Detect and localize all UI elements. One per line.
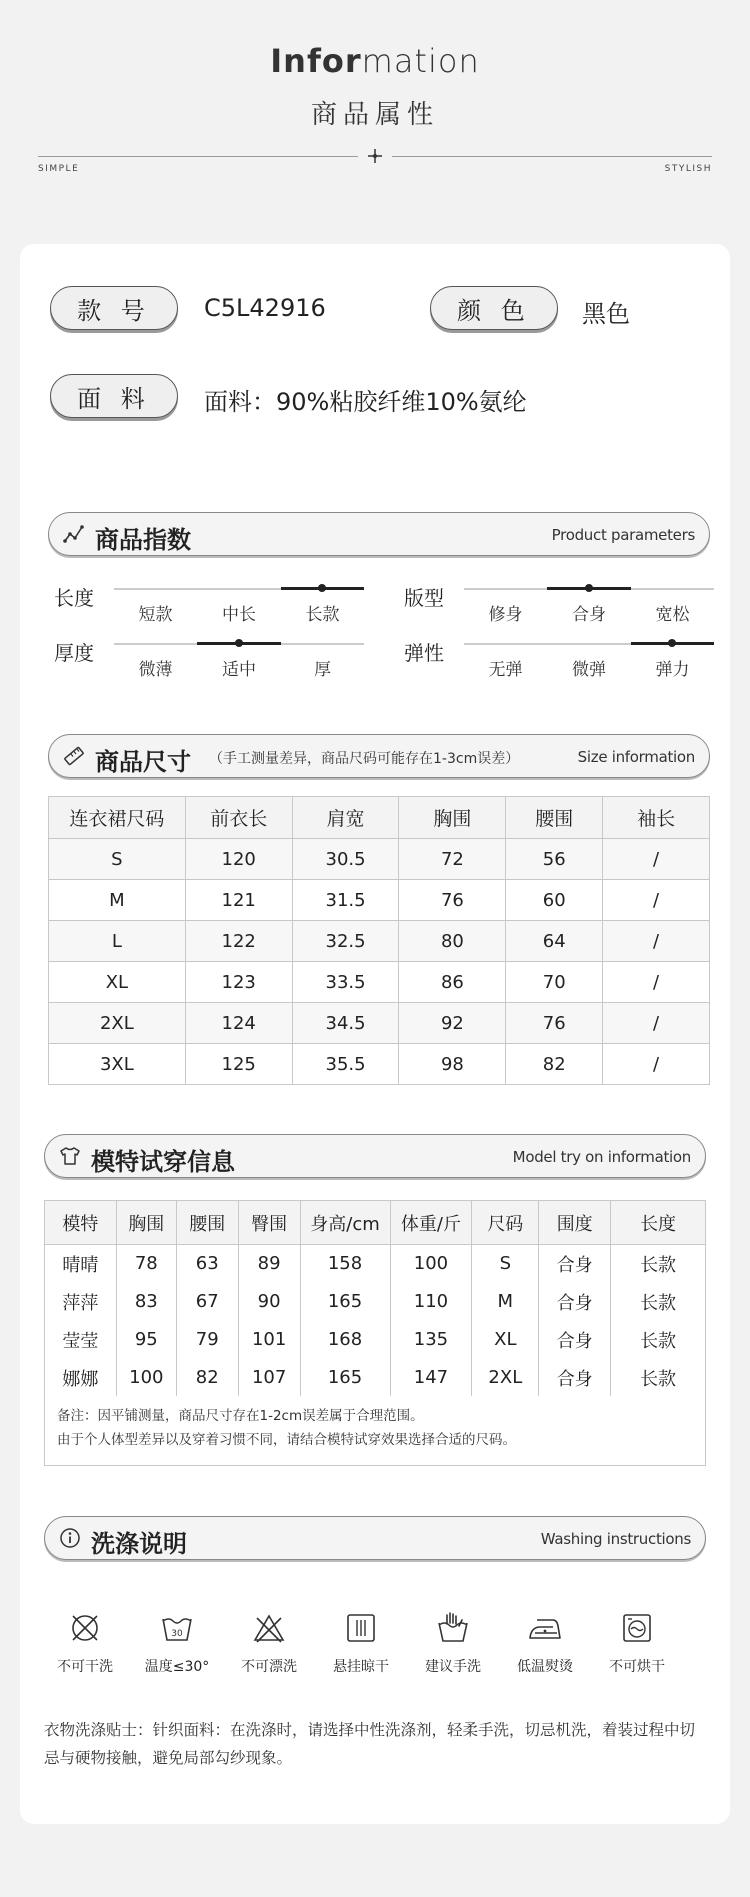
table-cell: 莹莹 (45, 1321, 117, 1359)
table-row (45, 1283, 706, 1321)
scale-option: 弹力 (655, 660, 690, 680)
size-table (48, 796, 710, 1085)
table-cell: 121 (185, 880, 292, 921)
model-section-en: Model try on information (512, 1148, 691, 1166)
model-col-header: 模特 (45, 1201, 117, 1245)
table-cell: 萍萍 (45, 1283, 117, 1321)
table-cell: 32.5 (292, 921, 399, 962)
scale-marker (235, 639, 243, 647)
model-note-line: 备注：因平铺测量，商品尺寸存在1-2cm误差属于合理范围。 (57, 1408, 424, 1424)
scale-option: 中长 (222, 605, 256, 625)
wash-item (132, 1610, 222, 1676)
scale-option: 长款 (305, 605, 340, 625)
table-cell: 合身 (539, 1245, 611, 1283)
info-icon (59, 1527, 81, 1549)
scale-option: 合身 (572, 605, 606, 625)
table-cell: / (603, 1044, 710, 1085)
size-section-note: （手工测量差异，商品尺码可能存在1-3cm误差） (209, 751, 520, 767)
wash-item (500, 1610, 590, 1676)
size-col-header: 前衣长 (185, 797, 292, 839)
table-cell: 110 (390, 1283, 472, 1321)
scale-marker (585, 584, 593, 592)
table-cell: XL (49, 962, 186, 1003)
model-note-line: 由于个人体型差异以及穿着习惯不同，请结合模特试穿效果选择合适的尺码。 (57, 1432, 516, 1448)
cross-ornament-icon (367, 148, 383, 164)
wash-label: 建议手洗 (425, 1659, 481, 1675)
table-cell: 135 (390, 1321, 472, 1359)
size-col-header: 腰围 (506, 797, 603, 839)
table-cell: 83 (116, 1283, 176, 1321)
model-table-header (45, 1201, 706, 1245)
table-row (49, 839, 710, 880)
scale-marker (318, 584, 326, 592)
table-cell: 82 (176, 1359, 238, 1397)
table-cell: 100 (390, 1245, 472, 1283)
table-cell: 晴晴 (45, 1245, 117, 1283)
table-cell: 31.5 (292, 880, 399, 921)
scale-option: 厚 (314, 660, 331, 680)
index-scale-thickness (114, 637, 364, 680)
table-cell: 125 (185, 1044, 292, 1085)
model-col-header: 臀围 (238, 1201, 300, 1245)
size-section-en: Size information (577, 748, 695, 766)
table-cell: 长款 (611, 1283, 706, 1321)
scale-option: 适中 (222, 660, 256, 680)
color-value: 黑色 (582, 300, 630, 328)
table-cell: 72 (399, 839, 506, 880)
table-cell: 35.5 (292, 1044, 399, 1085)
no-bleach-icon (251, 1610, 287, 1646)
table-cell: 合身 (539, 1359, 611, 1397)
table-cell: 101 (238, 1321, 300, 1359)
scale-option: 宽松 (655, 605, 690, 625)
tshirt-icon (59, 1145, 81, 1167)
wash-temp-mark: 30 (171, 1629, 183, 1639)
size-table-header (49, 797, 710, 839)
wash-item (224, 1610, 314, 1676)
table-cell: 70 (506, 962, 603, 1003)
table-cell: 合身 (539, 1283, 611, 1321)
table-cell: 长款 (611, 1321, 706, 1359)
wash-item (408, 1610, 498, 1676)
table-cell: XL (472, 1321, 539, 1359)
table-cell: 123 (185, 962, 292, 1003)
table-row (49, 1044, 710, 1085)
table-row (49, 880, 710, 921)
table-cell: 120 (185, 839, 292, 880)
table-row (45, 1245, 706, 1283)
table-cell: 82 (506, 1044, 603, 1085)
index-section-title: 商品指数 (95, 526, 191, 554)
wash-label: 低温熨烫 (517, 1659, 573, 1675)
table-cell: 124 (185, 1003, 292, 1044)
size-col-header: 袖长 (603, 797, 710, 839)
model-col-header: 体重/斤 (390, 1201, 472, 1245)
index-section-header (48, 512, 710, 556)
table-cell: 165 (300, 1283, 390, 1321)
index-label-length: 长度 (54, 586, 94, 610)
table-row (49, 962, 710, 1003)
wash-section-en: Washing instructions (540, 1530, 691, 1548)
no-tumble-dry-icon (619, 1610, 655, 1646)
low-iron-icon (527, 1610, 563, 1646)
wash-label: 不可干洗 (57, 1659, 113, 1675)
header-left-tag: SIMPLE (38, 164, 80, 174)
table-cell: S (472, 1245, 539, 1283)
size-col-header: 肩宽 (292, 797, 399, 839)
table-cell: 95 (116, 1321, 176, 1359)
model-col-header: 腰围 (176, 1201, 238, 1245)
model-col-header: 围度 (539, 1201, 611, 1245)
table-cell: 2XL (472, 1359, 539, 1397)
table-cell: M (472, 1283, 539, 1321)
size-col-header: 胸围 (399, 797, 506, 839)
table-cell: 63 (176, 1245, 238, 1283)
table-cell: 34.5 (292, 1003, 399, 1044)
table-cell: 长款 (611, 1359, 706, 1397)
index-label-elasticity: 弹性 (404, 641, 444, 665)
table-cell: 165 (300, 1359, 390, 1397)
table-cell: 33.5 (292, 962, 399, 1003)
table-cell: M (49, 880, 186, 921)
table-row (49, 1003, 710, 1044)
wash-item (592, 1610, 682, 1676)
model-col-header: 胸围 (116, 1201, 176, 1245)
table-cell: 107 (238, 1359, 300, 1397)
wash-30-icon (159, 1610, 195, 1646)
scale-option: 无弹 (488, 660, 523, 680)
hang-dry-icon (343, 1610, 379, 1646)
size-section-header (48, 734, 710, 778)
index-scale-length (114, 582, 364, 625)
header-right-tag: STYLISH (664, 164, 712, 174)
table-cell: 2XL (49, 1003, 186, 1044)
wash-label: 温度≤30° (144, 1659, 210, 1675)
style-no-value: C5L42916 (204, 294, 326, 322)
model-section-header (44, 1134, 706, 1178)
table-cell: 122 (185, 921, 292, 962)
table-cell: 合身 (539, 1321, 611, 1359)
table-cell: 67 (176, 1283, 238, 1321)
table-cell: / (603, 1003, 710, 1044)
wash-section-title: 洗涤说明 (91, 1530, 187, 1558)
table-row (45, 1359, 706, 1397)
scale-option: 修身 (488, 605, 523, 625)
wash-label: 悬挂晾干 (333, 1659, 389, 1675)
model-note-box (44, 1396, 706, 1466)
style-no-label: 款 号 (50, 286, 178, 330)
fabric-label: 面 料 (50, 374, 178, 418)
table-cell: 长款 (611, 1245, 706, 1283)
table-cell: 89 (238, 1245, 300, 1283)
wash-section-header (44, 1516, 706, 1560)
table-cell: L (49, 921, 186, 962)
index-scale-elasticity (464, 637, 714, 680)
size-section-title: 商品尺寸 (95, 748, 191, 776)
page-title: Information (270, 42, 480, 80)
trend-line-icon (63, 523, 85, 545)
header-divider-left (38, 156, 358, 157)
table-cell: 86 (399, 962, 506, 1003)
scale-option: 短款 (138, 605, 173, 625)
table-cell: 98 (399, 1044, 506, 1085)
wash-label: 不可漂洗 (241, 1659, 297, 1675)
table-cell: 78 (116, 1245, 176, 1283)
table-row (49, 921, 710, 962)
scale-option: 微薄 (138, 660, 173, 680)
wash-item (40, 1610, 130, 1676)
ruler-icon (63, 745, 85, 767)
size-col-header: 连衣裙尺码 (49, 797, 186, 839)
table-cell: 158 (300, 1245, 390, 1283)
model-col-header: 身高/cm (300, 1201, 390, 1245)
table-row (45, 1321, 706, 1359)
table-cell: 64 (506, 921, 603, 962)
index-label-thickness: 厚度 (54, 641, 94, 665)
table-cell: 娜娜 (45, 1359, 117, 1397)
table-cell: / (603, 962, 710, 1003)
scale-option: 微弹 (572, 660, 606, 680)
model-table (44, 1200, 706, 1397)
model-col-header: 尺码 (472, 1201, 539, 1245)
table-cell: 90 (238, 1283, 300, 1321)
wash-label: 不可烘干 (609, 1659, 665, 1675)
wash-item (316, 1610, 406, 1676)
table-cell: 76 (506, 1003, 603, 1044)
fabric-value: 面料：90%粘胶纤维10%氨纶 (204, 388, 527, 416)
table-cell: 92 (399, 1003, 506, 1044)
table-cell: / (603, 921, 710, 962)
model-section-title: 模特试穿信息 (91, 1148, 235, 1176)
index-section-en: Product parameters (551, 526, 695, 544)
index-label-fit: 版型 (404, 586, 444, 610)
model-col-header: 长度 (611, 1201, 706, 1245)
scale-marker (668, 639, 676, 647)
table-cell: 100 (116, 1359, 176, 1397)
table-cell: 147 (390, 1359, 472, 1397)
page-subtitle: 商品属性 (310, 100, 439, 130)
info-card (20, 244, 730, 1824)
washing-tip: 衣物洗涤贴士：针织面料：在洗涤时，请选择中性洗涤剂，轻柔手洗，切忌机洗，着装过程中切忌与硬物接触，避免局部勾纱现象。 (44, 1721, 696, 1767)
table-cell: S (49, 839, 186, 880)
index-scale-fit (464, 582, 714, 625)
header-divider-right (392, 156, 712, 157)
table-cell: 168 (300, 1321, 390, 1359)
table-cell: / (603, 880, 710, 921)
table-cell: 30.5 (292, 839, 399, 880)
no-dry-clean-icon (67, 1610, 103, 1646)
hand-wash-icon (435, 1610, 471, 1646)
table-cell: 60 (506, 880, 603, 921)
table-cell: 56 (506, 839, 603, 880)
color-label: 颜 色 (430, 286, 558, 330)
table-cell: 3XL (49, 1044, 186, 1085)
table-cell: / (603, 839, 710, 880)
table-cell: 80 (399, 921, 506, 962)
table-cell: 79 (176, 1321, 238, 1359)
table-cell: 76 (399, 880, 506, 921)
